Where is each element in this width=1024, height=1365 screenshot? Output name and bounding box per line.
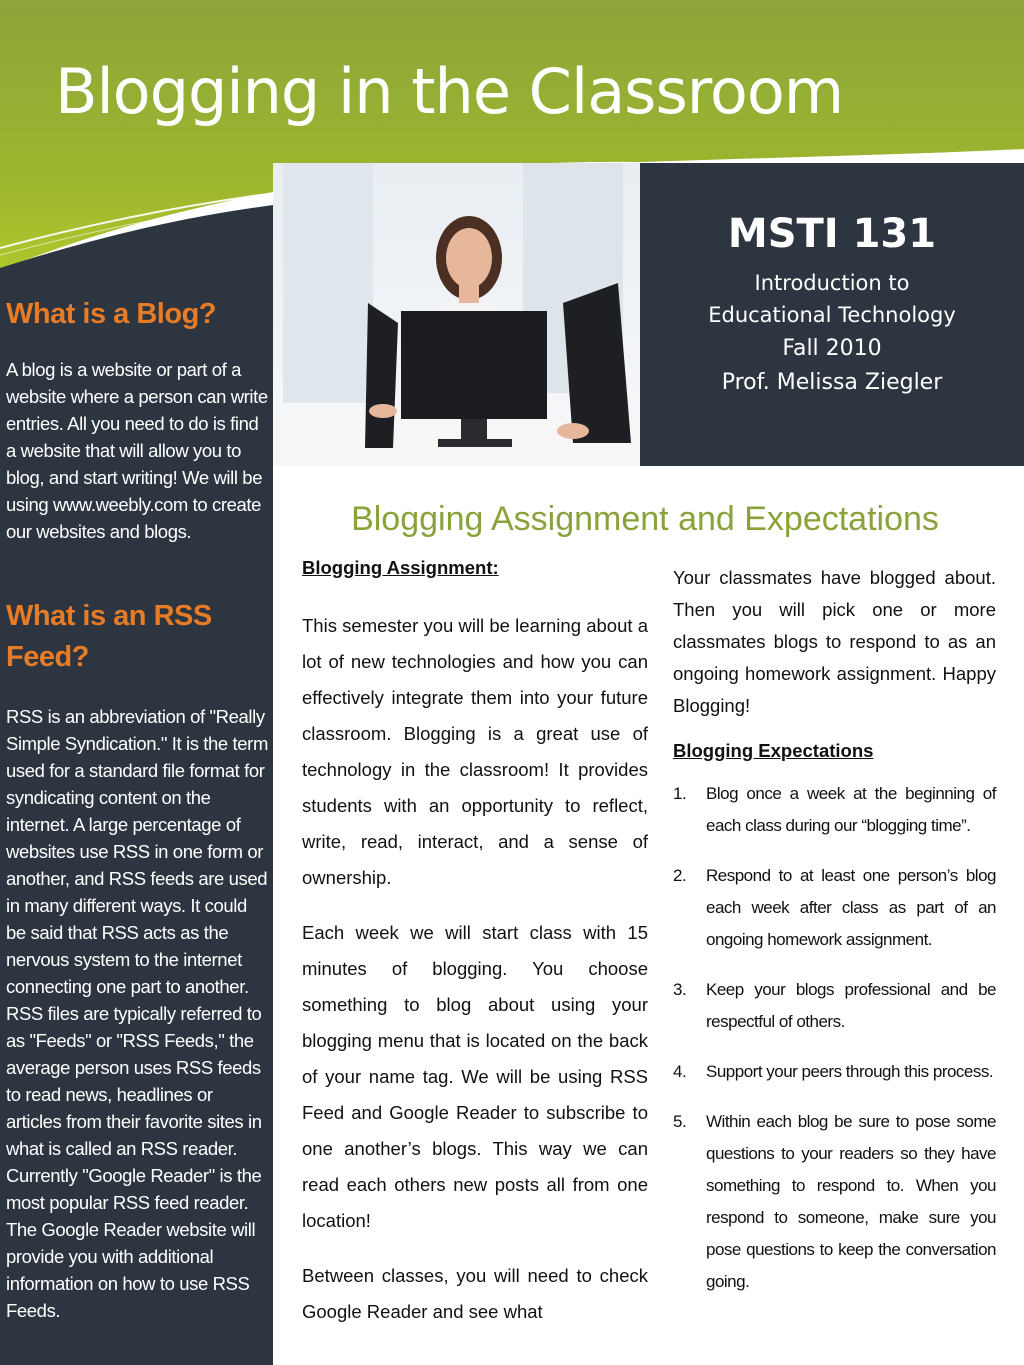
expectations-heading: Blogging Expectations [673,740,874,761]
list-item-number: 5. [673,1112,687,1131]
list-item-number: 4. [673,1062,687,1081]
assignment-paragraph: This semester you will be learning about a lot of new technologies and how you can effectively integrate them into your future classroom. Blogging is a great use of technology in the classroom! It provides students with an opportunity to reflect, write, read, interact, and a sense of ownership. [302,615,648,888]
what-is-rss-text: RSS is an abbreviation of "Really Simple Syndication." It is the term used for a standard file format for syndicating content on the internet. A large percentage of websites use RSS in one form or another, and RSS feeds are used in many different ways. It could be said that RSS acts as the nervous system to the internet connecting one part to another. RSS files are typically referred to as "Feeds" or "RSS Feeds," the average person uses RSS feeds to read news, headlines or articles from their favorite sites in what is called an RSS reader. Currently "Google Reader" is the most popular RSS feed reader. The Google Reader website will provide you with additional information on how to use RSS Feeds. [6,706,268,1321]
continued-paragraph: Your classmates have blogged about. Then you will pick one or more classmates blogs to respond to as an ongoing homework assignment. Happy Blogging! [673,567,996,716]
section-title: Blogging Assignment and Expectations [351,500,939,538]
list-item-number: 2. [673,866,687,885]
course-term: Fall 2010 [782,336,882,361]
expectations-column [673,562,996,1316]
assignment-paragraph: Between classes, you will need to check Google Reader and see what [302,1265,648,1322]
assignment-column [302,556,648,1330]
list-item-text: Keep your blogs professional and be respectful of others. [706,980,996,1031]
list-item [673,1056,996,1088]
what-is-blog-text: A blog is a website or part of a website where a person can write entries. All you need to do is find a website that will allow you to blog, and start writing! We will be using www.weebly.com to create our websites and blogs. [6,359,268,542]
sidebar [0,268,273,1365]
list-item [673,860,996,956]
list-item [673,974,996,1038]
list-item-text: Within each blog be sure to pose some questions to your readers so they have something to respond to. When you respond to someone, make sure you pose questions to keep the conversation going. [706,1112,996,1291]
course-info-panel [640,163,1024,466]
list-item-text: Blog once a week at the beginning of each class during our “blogging time”. [706,784,996,835]
what-is-rss-heading: What is an RSS Feed? [6,600,212,673]
course-instructor: Prof. Melissa Ziegler [721,370,943,395]
list-item-text: Support your peers through this process. [706,1062,994,1081]
what-is-blog-heading: What is a Blog? [6,298,216,330]
woman-at-computer-photo [273,163,640,466]
assignment-heading: Blogging Assignment: [302,557,499,578]
course-name-line2: Educational Technology [708,303,956,327]
course-code: MSTI 131 [727,211,937,257]
list-item-number: 1. [673,784,687,803]
list-item [673,1106,996,1298]
list-item [673,778,996,842]
list-item-text: Respond to at least one person’s blog each week after class as part of an ongoing homework assignment. [706,866,996,949]
page-title: Blogging in the Classroom [55,55,844,128]
course-name-line1: Introduction to [754,271,910,295]
expectations-list [673,778,996,1298]
assignment-paragraph: Each week we will start class with 15 minutes of blogging. You choose something to blog about using your blogging menu that is located on the back of your name tag. We will be using RSS Feed and Google Reader to subscribe to one another’s blogs. This way we can read each others new posts all from one location! [302,922,648,1231]
list-item-number: 3. [673,980,687,999]
